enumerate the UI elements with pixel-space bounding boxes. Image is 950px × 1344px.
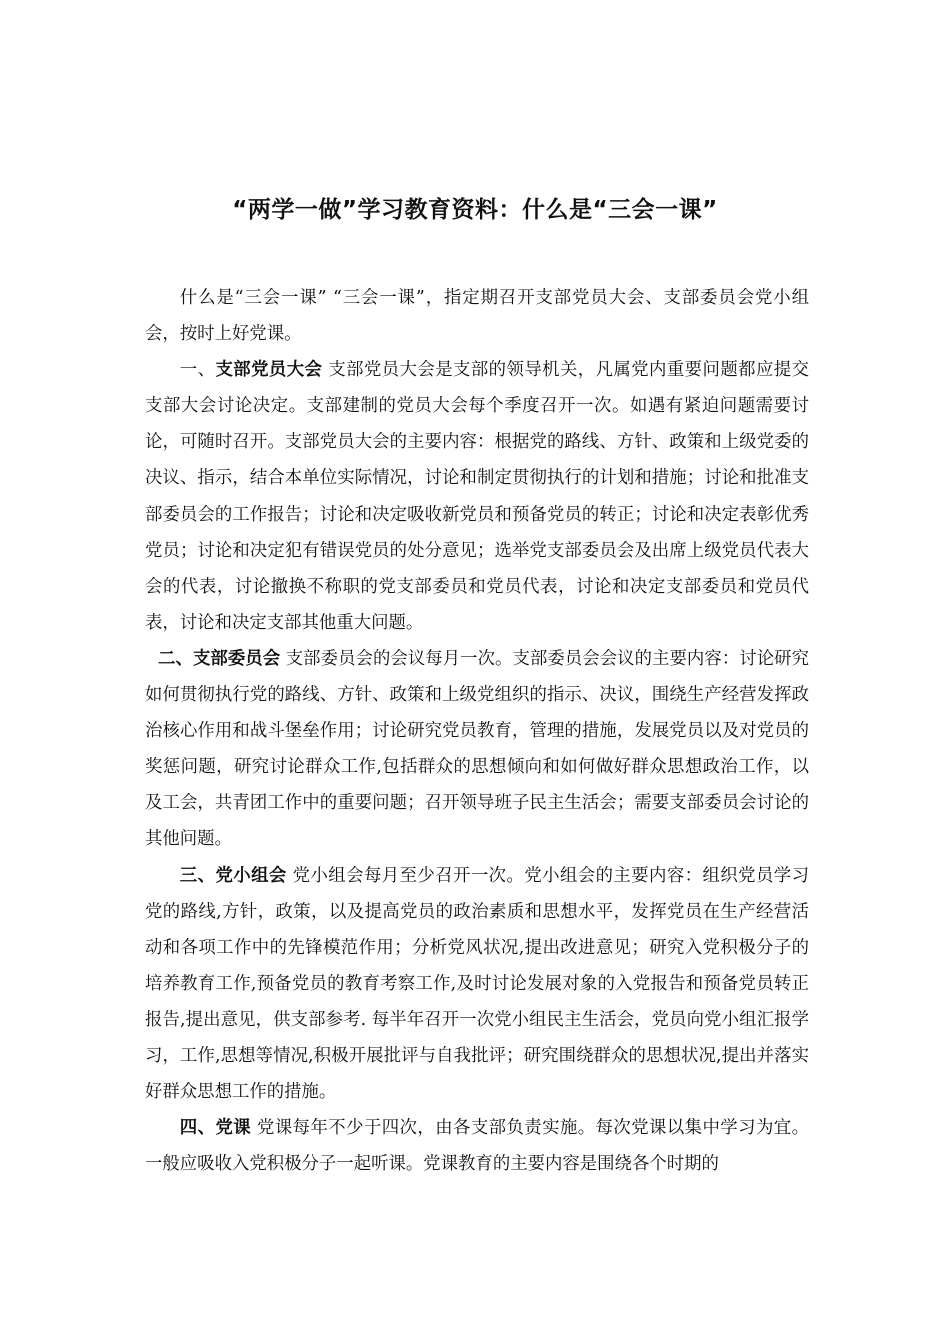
section-paragraph-4 [145, 1110, 809, 1182]
section-body: 党小组会每月至少召开一次。党小组会的主要内容：组织党员学习党的路线,方针，政策，以及提高党员的政治素质和思想水平，发挥党员在生产经营活动和各项工作中的先锋模范作用；分析党风状况,提出改进意见；研究入党积极分子的培养教育工作,预备党员的教育考察工作,及时讨论发展对象的入党报告和预备党员转正报告,提出意见，供支部参考. 每半年召开一次党小组民主生活会，党员向党小组汇报学习，工作,思想等情况,积极开展批评与自我批评；研究围绕群众的思想状况,提出并落实好群众思想工作的措施。 [145, 865, 809, 1103]
section-prefix: 三、 [179, 865, 216, 886]
section-body: 支部党员大会是支部的领导机关，凡属党内重要问题都应提交支部大会讨论决定。支部建制的党员大会每个季度召开一次。如遇有紧迫问题需要讨论，可随时召开。支部党员大会的主要内容：根据党的路线、方针、政策和上级党委的决议、指示，结合本单位实际情况，讨论和制定贯彻执行的计划和措施；讨论和批准支部委员会的工作报告；讨论和决定吸收新党员和预备党员的转正；讨论和决定表彰优秀党员；讨论和决定犯有错误党员的处分意见；选举党支部委员会及出席上级党员代表大会的代表，讨论撤换不称职的党支部委员和党员代表，讨论和决定支部委员和党员代表，讨论和决定支部其他重大问题。 [145, 360, 809, 633]
document-body [145, 280, 809, 1182]
intro-paragraph: 什么是“三会一课” “三会一课”，指定期召开支部党员大会、支部委员会党小组会，按时上好党课。 [145, 288, 809, 345]
section-prefix: 四、 [179, 1118, 216, 1139]
section-prefix: 一、 [179, 360, 216, 381]
document-title: “两学一做”学习教育资料：什么是“三会一课” [232, 197, 718, 223]
section-heading: 党课 [215, 1118, 252, 1139]
section-heading: 党小组会 [215, 865, 287, 886]
section-body: 党课每年不少于四次，由各支部负责实施。每次党课以集中学习为宜。一般应吸收入党积极分子一起听课。党课教育的主要内容是围绕各个时期的 [145, 1118, 809, 1175]
section-prefix: 二、 [158, 648, 193, 669]
section-body: 支部委员会的会议每月一次。支部委员会会议的主要内容：讨论研究如何贯彻执行党的路线、方针、政策和上级党组织的指示、决议，围绕生产经营发挥政治核心作用和战斗堡垒作用；讨论研究党员教育，管理的措施，发展党员以及对党员的奖惩问题，研究讨论群众工作,包括群众的思想倾向和如何做好群众思想政治工作，以及工会，共青团工作中的重要问题；召开领导班子民主生活会；需要支部委员会讨论的其他问题。 [145, 648, 809, 850]
section-heading: 支部委员会 [192, 648, 281, 669]
section-paragraph-3 [145, 858, 809, 1111]
section-paragraph-1 [145, 352, 809, 641]
section-paragraph-2 [145, 641, 809, 858]
section-heading: 支部党员大会 [215, 360, 323, 381]
